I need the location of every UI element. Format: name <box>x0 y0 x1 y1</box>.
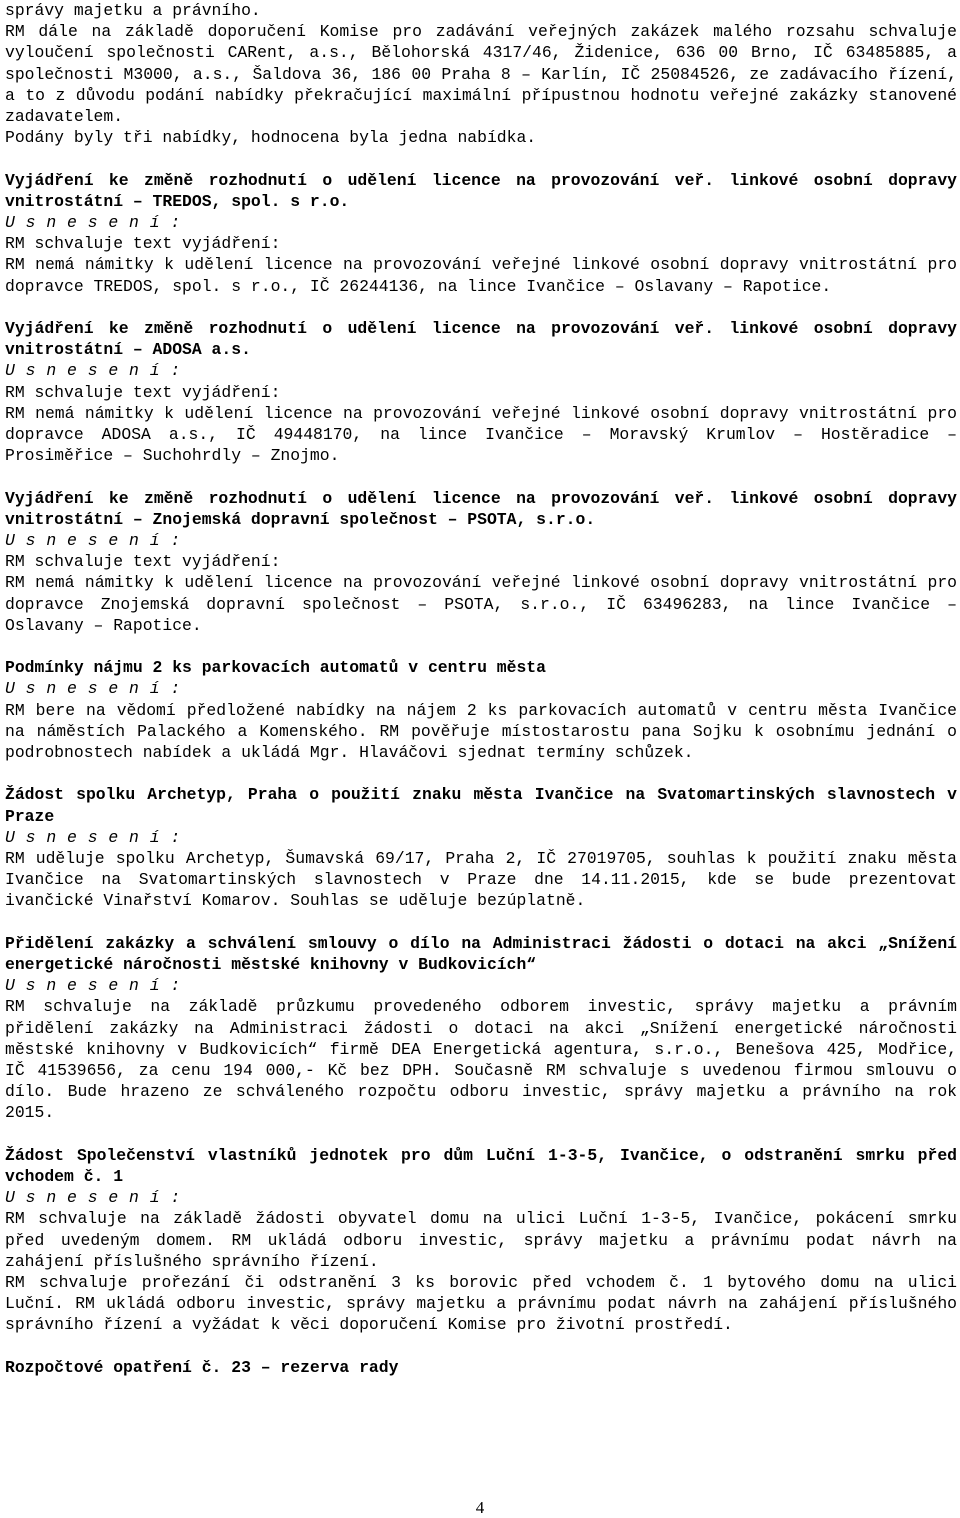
section-heading-archetyp: Žádost spolku Archetyp, Praha o použití znaku města Ivančice na Svatomartinských slavnostech v Praze <box>5 785 957 826</box>
section-paragraph: RM schvaluje text vyjádření: <box>5 234 281 254</box>
section-heading-parking: Podmínky nájmu 2 ks parkovacích automatů v centru města <box>5 658 546 678</box>
resolution-label: U s n e s e n í : <box>5 361 181 381</box>
document-page <box>5 0 957 1378</box>
section-paragraph: RM schvaluje text vyjádření: <box>5 382 281 402</box>
section-paragraph: RM nemá námitky k udělení licence na provozování veřejné linkové osobní dopravy vnitrostátní pro dopravce TREDOS, spol. s r.o., IČ 26244136, na lince Ivančice – Oslavany – Rapotice. <box>5 255 957 296</box>
resolution-label: U s n e s e n í : <box>5 213 181 233</box>
section-paragraph: RM nemá námitky k udělení licence na provozování veřejné linkové osobní dopravy vnitrostátní pro dopravce Znojemská dopravní společnost – PSOTA, s.r.o., IČ 63496283, na lince Ivančice – Oslavany – Rapotice. <box>5 573 957 635</box>
section-paragraph: RM schvaluje na základě průzkumu provedeného odborem investic, správy majetku a právním přidělení zakázky na Administraci žádosti o dotaci na akci „Snížení energetické náročnosti městské knihovny v Budkovicích“ firmě DEA Energetická agentura, s.r.o., Benešova 425, Modřice, IČ 41539656, za cenu 194 000,- Kč bez DPH. Současně RM schvaluje s uvedenou firmou smlouvu o dílo. Bude hrazeno ze schváleného rozpočtu odboru investic, správy majetku a právního na rok 2015. <box>5 997 957 1123</box>
section-heading-psota: Vyjádření ke změně rozhodnutí o udělení licence na provozování veř. linkové osobní dopravy vnitrostátní – Znojemská dopravní společnost – PSOTA, s.r.o. <box>5 488 957 529</box>
page-number: 4 <box>475 1498 485 1517</box>
intro-paragraph: RM dále na základě doporučení Komise pro zadávání veřejných zakázek malého rozsahu schvaluje vyloučení společnosti CARent, a.s., Bělohorská 4317/46, Židenice, 636 00 Brno, IČ 63485885, a společnosti M3000, a.s., Šaldova 36, 186 00 Praha 8 – Karlín, IČ 25084526, ze zadávacího řízení, a to z důvodu podání nabídky překračující maximální přípustnou hodnotu veřejné zakázky stanovené zadavatelem. <box>5 22 957 127</box>
section-paragraph: RM schvaluje na základě žádosti obyvatel domu na ulici Luční 1-3-5, Ivančice, pokácení smrku před uvedeným domem. RM ukládá odboru investic, správy majetku a právnímu podat návrh na zahájení příslušného správního řízení. <box>5 1209 957 1271</box>
section-heading-adosa: Vyjádření ke změně rozhodnutí o udělení licence na provozování veř. linkové osobní dopravy vnitrostátní – ADOSA a.s. <box>5 319 957 360</box>
resolution-label: U s n e s e n í : <box>5 976 181 996</box>
section-paragraph: RM bere na vědomí předložené nabídky na nájem 2 ks parkovacích automatů v centru města Ivančice na náměstích Palackého a Komenského. RM pověřuje místostarostu pana Sojku k osobnímu jednání o podrobnostech nabídek a ukládá Mgr. Hlaváčovi sjednat termíny schůzek. <box>5 700 957 763</box>
resolution-label: U s n e s e n í : <box>5 531 181 551</box>
section-paragraph: RM uděluje spolku Archetyp, Šumavská 69/17, Praha 2, IČ 27019705, souhlas k použití znaku města Ivančice na Svatomartinských slavnostech v Praze dne 14.11.2015, kde se bude prezentovat ivančické Vinařství Komarov. Souhlas se uděluje bezúplatně. <box>5 849 957 911</box>
final-heading: Rozpočtové opatření č. 23 – rezerva rady <box>5 1357 399 1377</box>
resolution-label: U s n e s e n í : <box>5 827 181 847</box>
section-paragraph: RM schvaluje prořezání či odstranění 3 ks borovic před vchodem č. 1 bytového domu na ulici Luční. RM ukládá odboru investic, správy majetku a právnímu podat návrh na zahájení příslušného správního řízení a vyžádat k věci doporučení Komise pro životní prostředí. <box>5 1273 957 1335</box>
section-heading-library: Přidělení zakázky a schválení smlouvy o dílo na Administraci žádosti o dotaci na akci „Snížení energetické náročnosti městské knihovny v Budkovicích“ <box>5 933 957 975</box>
section-heading-spruce: Žádost Společenství vlastníků jednotek pro dům Luční 1-3-5, Ivančice, o odstranění smrku před vchodem č. 1 <box>5 1145 957 1187</box>
section-heading-tredos: Vyjádření ke změně rozhodnutí o udělení licence na provozování veř. linkové osobní dopravy vnitrostátní – TREDOS, spol. s r.o. <box>5 170 957 211</box>
offers-paragraph: Podány byly tři nabídky, hodnocena byla jedna nabídka. <box>5 128 537 148</box>
resolution-label: U s n e s e n í : <box>5 1188 181 1208</box>
intro-line: správy majetku a právního. <box>5 1 261 20</box>
section-paragraph: RM schvaluje text vyjádření: <box>5 552 281 572</box>
resolution-label: U s n e s e n í : <box>5 679 181 699</box>
section-paragraph: RM nemá námitky k udělení licence na provozování veřejné linkové osobní dopravy vnitrostátní pro dopravce ADOSA a.s., IČ 49448170, na lince Ivančice – Moravský Krumlov – Hostěradice – Prosiměřice – Suchohrdly – Znojmo. <box>5 403 957 466</box>
